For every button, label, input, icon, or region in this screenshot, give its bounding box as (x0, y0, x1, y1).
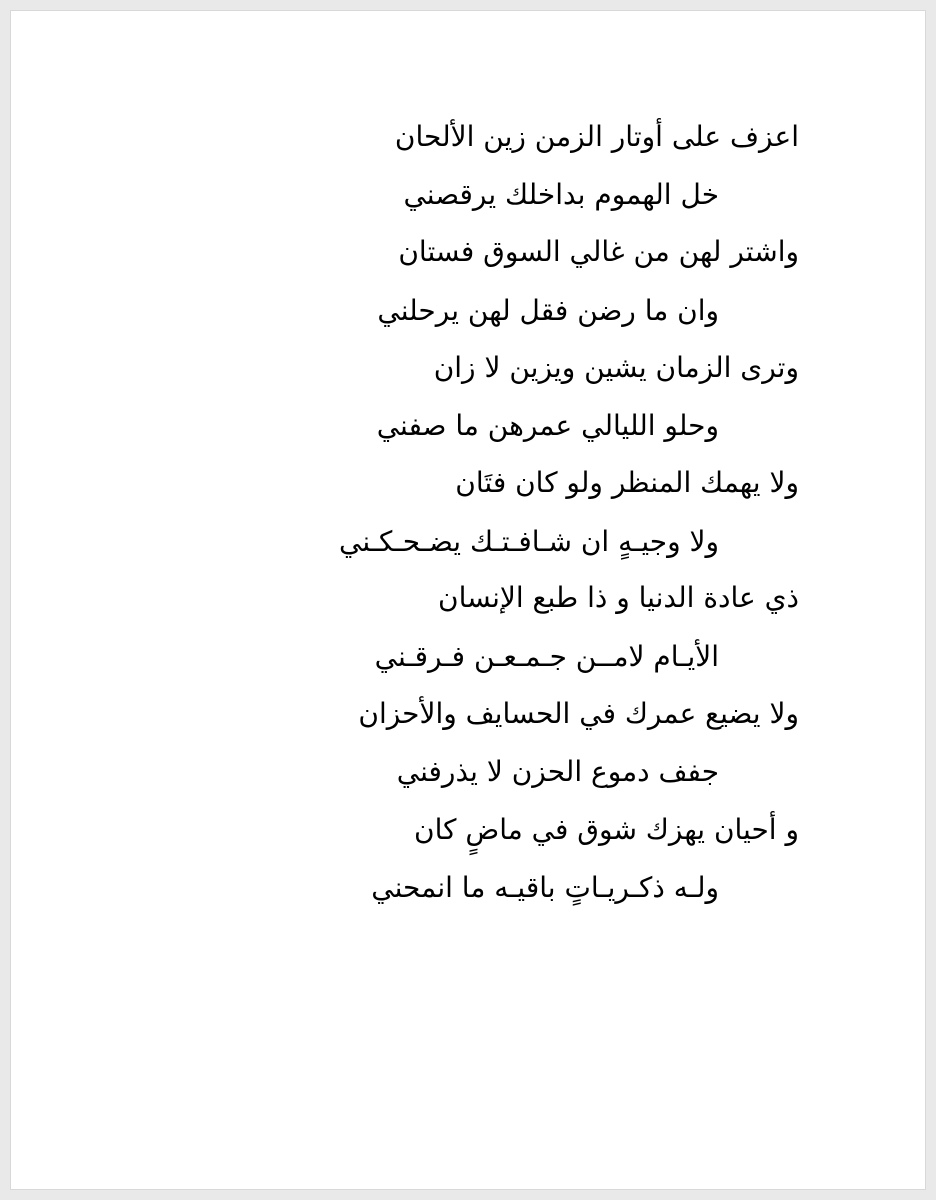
poem-line-3: واشتر لهن من غالي السوق فستان (398, 235, 799, 268)
poem-line-14: ولـه ذكـريـاتٍ باقيـه ما انمحني (371, 871, 719, 904)
poem-line-12: جفف دموع الحزن لا يذرفني (396, 755, 719, 788)
poem-line-2: خل الهموم بداخلك يرقصني (403, 178, 719, 211)
poem-line-10: الأيـام لامــن جـمـعـن فـرقـني (374, 640, 719, 673)
poem-line-5: وترى الزمان يشين ويزين لا زان (433, 351, 799, 384)
poem-line-6: وحلو الليالي عمرهن ما صفني (376, 409, 719, 442)
poem-line-9: ذي عادة الدنيا و ذا طبع الإنسان (438, 581, 799, 614)
poem-line-11: ولا يضيع عمرك في الحسايف والأحزان (358, 697, 799, 730)
poem-line-7: ولا يهمك المنظر ولو كان فتَان (455, 466, 799, 499)
poem-line-1: اعزف على أوتار الزمن زين الألحان (394, 120, 799, 153)
poem-line-8: ولا وجيـهٍ ان شـافـتـك يضـحـكـني (339, 525, 719, 558)
document-page (10, 10, 926, 1190)
poem-line-13: و أحيان يهزك شوق في ماضٍ كان (414, 813, 799, 846)
poem (11, 11, 925, 1189)
poem-line-4: وان ما رضن فقل لهن يرحلني (377, 294, 719, 327)
